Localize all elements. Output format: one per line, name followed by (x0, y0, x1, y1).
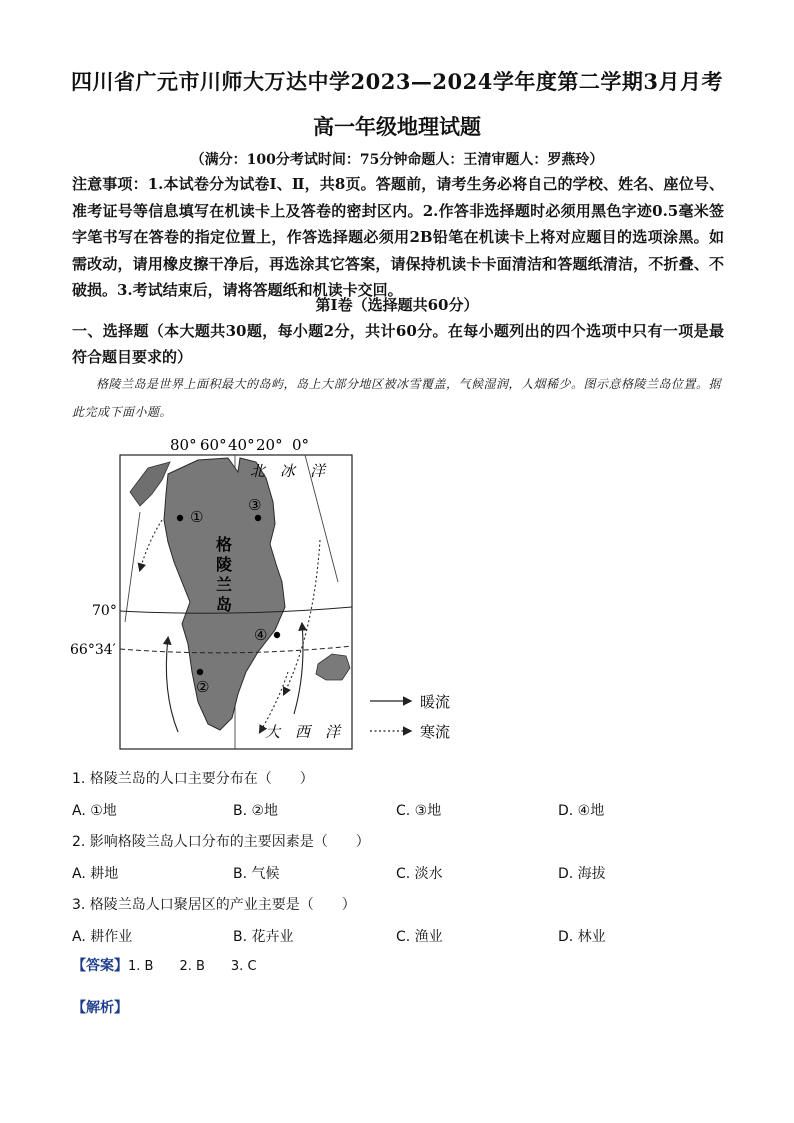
legend-cold-label: 寒流 (420, 723, 451, 741)
island-label-3: 兰 (216, 575, 233, 594)
island-label-2: 陵 (216, 555, 233, 574)
section-heading: 一、选择题（本大题共30题，每小题2分，共计60分。在每小题列出的四个选项中只有一项是最符合题目要求的） (72, 322, 724, 366)
lat-arctic-label: 66°34′ (70, 642, 116, 658)
question-2-stem: 2. 影响格陵兰岛人口分布的主要因素是（ ） (72, 834, 370, 850)
part1-title: 第Ⅰ卷（选择题共60分） (315, 296, 479, 314)
ocean-label-atlantic: 大 西 洋 (265, 723, 341, 741)
point-1-dot (177, 515, 183, 521)
island-label-4: 岛 (216, 595, 233, 614)
notice-text: 注意事项：1.本试卷分为试卷Ⅰ、Ⅱ，共8页。答题前，请考生务必将自己的学校、姓名、座位号、准考证号等信息填写在机读卡上及答卷的密封区内。2.作答非选择题时必须用黑色字迹0.5毫米签字笔书写在答卷的指定位置上，作答选择题必须用2B铅笔在机读卡上将对应题目的选项涂黑。如需改动，请用橡皮擦干净后，再选涂其它答案，请保持机读卡卡面清洁和答题纸清洁，不折叠、不破损。3.考试结束后，请将答题纸和机读卡交回。 (72, 175, 724, 299)
analysis-tag: 【解析】 (72, 1000, 128, 1016)
material-text: 格陵兰岛是世界上面积最大的岛屿，岛上大部分地区被冰雪覆盖，气候湿润，人烟稀少。图示意格陵兰岛位置。据此完成下面小题。 (72, 377, 722, 419)
title-line-2: 高一年级地理试题 (313, 114, 481, 139)
title-line-1: 四川省广元市川师大万达中学2023—2024学年度第二学期3月月考 (70, 69, 723, 94)
q3-option-c[interactable]: C. 渔业 (396, 929, 443, 945)
island-label-1: 格 (216, 535, 233, 554)
warm-current-east (294, 624, 303, 714)
q1-option-b[interactable]: B. ②地 (233, 803, 279, 819)
point-3-dot (255, 515, 261, 521)
q1-option-d[interactable]: D. ④地 (558, 803, 605, 819)
answer-tag: 【答案】 (72, 958, 128, 974)
lon-label-60: 60° (200, 436, 227, 454)
q2-option-c[interactable]: C. 淡水 (396, 866, 443, 882)
question-1-stem: 1. 格陵兰岛的人口主要分布在（ ） (72, 771, 314, 787)
lon-label-20: 20° (256, 436, 283, 454)
q2-option-b[interactable]: B. 气候 (233, 866, 280, 882)
greenland-map (70, 432, 470, 757)
q3-option-b[interactable]: B. 花卉业 (233, 929, 294, 945)
lat-70-label: 70° (92, 603, 117, 619)
lon-label-0: 0° (292, 436, 310, 454)
question-3-stem: 3. 格陵兰岛人口聚居区的产业主要是（ ） (72, 897, 356, 913)
point-4-dot (274, 632, 280, 638)
point-1-label: ① (190, 508, 204, 526)
point-4-label: ④ (254, 626, 268, 644)
lon-label-80: 80° (170, 436, 197, 454)
q1-option-a[interactable]: A. ①地 (72, 803, 117, 819)
point-2-dot (197, 669, 203, 675)
q3-option-a[interactable]: A. 耕作业 (72, 929, 133, 945)
exam-meta: （满分：100分考试时间：75分钟命题人：王清审题人：罗燕玲） (190, 152, 604, 168)
q1-option-c[interactable]: C. ③地 (396, 803, 442, 819)
point-3-label: ③ (248, 496, 262, 514)
answer-line (72, 955, 257, 975)
ocean-label-arctic: 北 冰 洋 (250, 462, 326, 480)
baffin-island (130, 462, 170, 506)
iceland (316, 654, 350, 680)
lon-label-40: 40° (228, 436, 255, 454)
cold-current-baffin (140, 520, 162, 570)
point-2-label: ② (196, 678, 210, 696)
q3-option-d[interactable]: D. 林业 (558, 929, 606, 945)
answer-values: 1. B 2. B 3. C (128, 959, 257, 974)
q2-option-a[interactable]: A. 耕地 (72, 866, 119, 882)
greenland-island (164, 458, 285, 730)
q2-option-d[interactable]: D. 海拔 (558, 866, 606, 882)
legend-warm-label: 暖流 (420, 693, 451, 711)
